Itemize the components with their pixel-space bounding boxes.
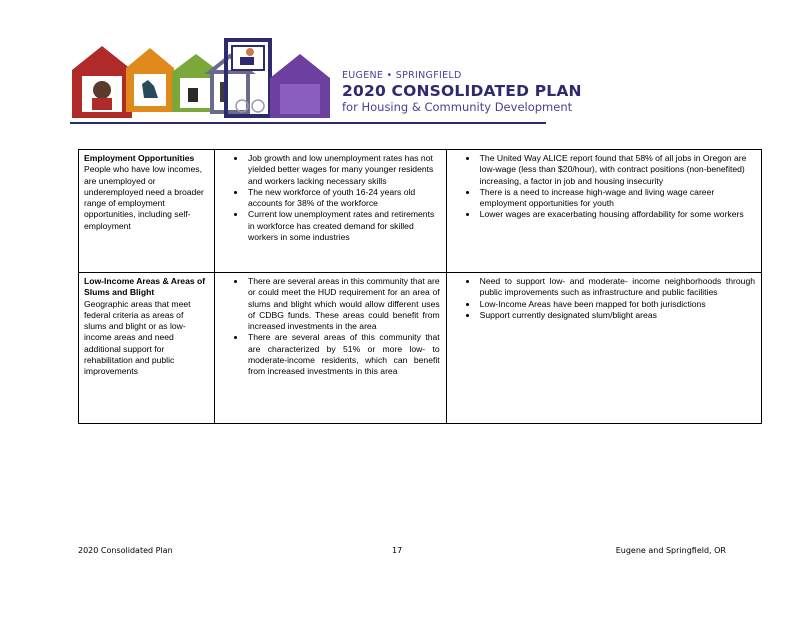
needs-table [78,149,762,424]
page-number: 17 [392,546,403,555]
page-header [0,0,800,130]
list-item: • Job growth and low unemployment rates has not yielded better wages for many younger residents and workers lacking necessary skills [246,153,440,187]
footer-document-title: 2020 Consolidated Plan [78,546,173,555]
list-item: • Current low unemployment rates and retirements in workforce has created demand for skilled workers in some industries [246,209,440,243]
houses-logo-icon [70,38,332,120]
list-item: • The new workforce of youth 16-24 years old accounts for 38% of the workforce [246,187,440,210]
table-row [79,150,762,273]
list-item: • There are several areas of this community that are characterized by 51% or more low- to moderate-income residents, which can benefit from increased investments in this area [246,332,440,377]
need-cell [79,150,215,273]
list-item: • The United Way ALICE report found that 58% of all jobs in Oregon are low-wage (less than $20/hour), with contract positions (non-benefited) increasing, a factor in job and housing insecurity [478,153,755,187]
list-item: • Lower wages are exacerbating housing affordability for some workers [478,209,755,220]
need-description: Geographic areas that meet federal criteria as areas of slums and blight or as low-income areas and need additional support for rehabilitation and public improvements [84,298,191,377]
findings-cell [214,273,446,424]
header-subtitle-top: EUGENE • SPRINGFIELD [342,70,462,81]
bullet-list [452,276,755,321]
title-block [342,70,582,114]
bullet-list [220,276,440,378]
header-subtitle: for Housing & Community Development [342,100,573,114]
list-item: • There is a need to increase high-wage and living wage career employment opportunities for youth [478,187,755,210]
data-cell [446,150,761,273]
need-title: Low-Income Areas & Areas of Slums and Blight [84,276,206,298]
list-item: • Need to support low- and moderate- income neighborhoods through public improvements such as infrastructure and public facilities [478,276,755,299]
bullet-list [452,153,755,221]
bullet-list [220,153,440,243]
list-item: • Low-Income Areas have been mapped for both jurisdictions [478,299,755,310]
findings-cell [214,150,446,273]
list-item: • There are several areas in this community that are or could meet the HUD requirement for an area of slums and blight which would allow different uses of CDBG funds. These areas could benefit from increased investments in the area [246,276,440,332]
header-divider [70,122,546,124]
need-title: Employment Opportunities [84,153,195,163]
data-cell [446,273,761,424]
table-row [79,273,762,424]
need-description: People who have low incomes, are unemployed or underemployed need a broader range of employment opportunities, including self-employment [84,164,204,231]
list-item: • Support currently designated slum/blight areas [478,310,755,321]
need-cell [79,273,215,424]
footer-location: Eugene and Springfield, OR [615,546,726,555]
page-title: 2020 CONSOLIDATED PLAN [342,82,582,100]
